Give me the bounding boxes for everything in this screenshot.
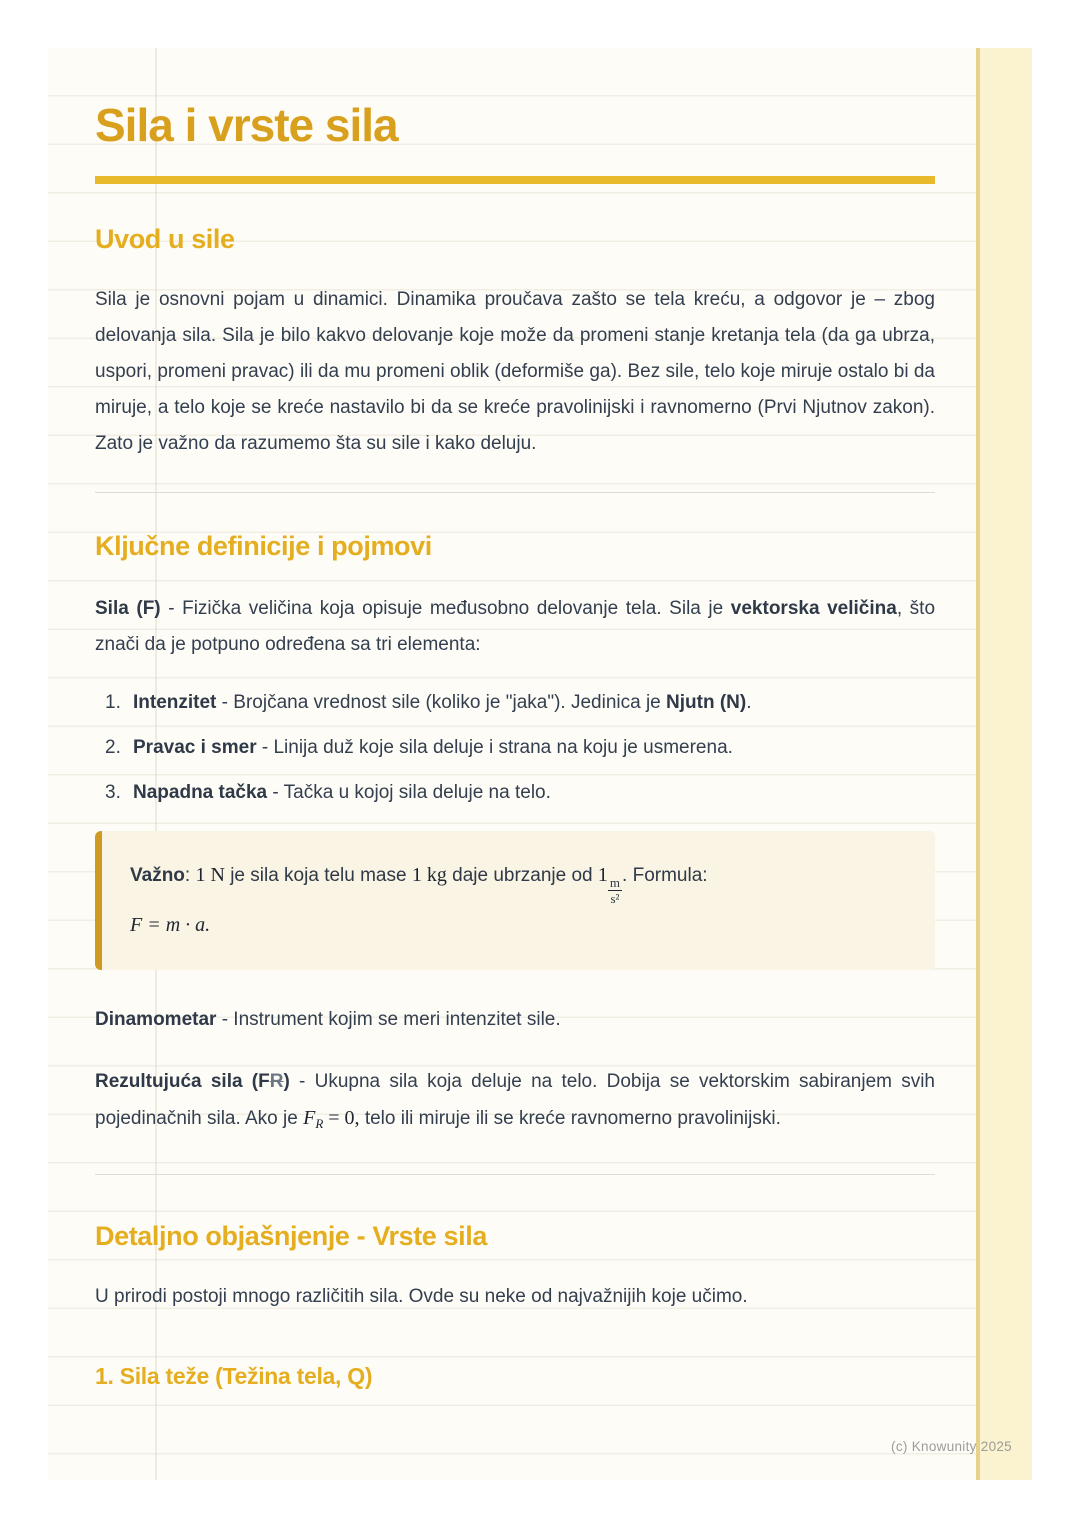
title-underline-bar	[95, 176, 935, 184]
fraction-numerator: m	[609, 875, 621, 890]
term-rezultujuca-sila	[95, 1071, 290, 1092]
vrste-intro-paragraph: U prirodi postoji mnogo različitih sila. Ovde su neke od najvažnijih koje učimo.	[95, 1286, 748, 1307]
term-fr-pre: Rezultujuća sila (F	[95, 1071, 270, 1092]
subsection-heading-sila-teze: 1. Sila teže (Težina tela, Q)	[95, 1363, 373, 1389]
notes-page	[48, 48, 1032, 1480]
term-vektorska-velicina: vektorska veličina	[730, 598, 897, 619]
math-coefficient: 1	[597, 864, 608, 886]
fraction-denominator: s²	[610, 891, 620, 906]
math-1kg: 1 kg	[411, 864, 447, 886]
term-pravac-i-smer: Pravac i smer	[133, 737, 257, 758]
list-body: - Tačka u kojoj sila deluje na telo.	[267, 782, 551, 803]
term-fr-post: )	[283, 1071, 290, 1092]
rezultujuca-text-1: - Ukupna sila koja deluje na telo. Dobija se vektorskim sabiranjem svih pojedinačnih sila. Ako je	[95, 1071, 935, 1129]
section-heading-uvod: Uvod u sile	[95, 224, 235, 254]
list-item	[95, 730, 935, 766]
page-title: Sila i vrste sila	[95, 99, 398, 151]
copyright-footer: (c) Knowunity 2025	[891, 1439, 1012, 1454]
fraction-m-per-s2	[608, 876, 622, 905]
section-divider	[95, 492, 935, 493]
sila-text-2: , što znači da je potpuno određena sa tri elementa:	[95, 598, 936, 655]
list-number: 3.	[105, 782, 121, 803]
intro-paragraph: Sila je osnovni pojam u dinamici. Dinamika proučava zašto se tela kreću, a odgovor je – zbog delovanja sila. Sila je bilo kakvo delovanje koje može da promeni stanje kretanja tela (da ga ubrza, uspori, promeni pravac) ili da mu promeni oblik (deformiše ga). Bez sile, telo koje miruje ostalo bi da miruje, a telo koje se kreće nastavilo bi da se kreće pravolinijski i ravnomerno (Prvi Njutnov zakon). Zato je važno da razumemo šta su sile i kako deluju.	[95, 289, 935, 454]
sila-definition-paragraph	[95, 591, 935, 663]
term-fr-sub: R	[269, 1071, 284, 1092]
section-heading-definicije: Ključne definicije i pojmovi	[95, 531, 432, 561]
formula-f-ma: F = m · a.	[130, 914, 211, 936]
list-item	[95, 775, 935, 811]
dinamometar-paragraph	[95, 1002, 935, 1038]
page-content	[95, 98, 935, 1391]
term-napadna-tacka: Napadna tačka	[133, 782, 268, 803]
section-heading-vrste: Detaljno objašnjenje - Vrste sila	[95, 1221, 487, 1251]
callout-colon: :	[184, 865, 196, 886]
callout-line-1	[130, 855, 905, 905]
callout-text-1: je sila koja telu mase	[224, 865, 412, 886]
term-sila: Sila (F)	[95, 598, 161, 619]
math-1n: 1 N	[195, 864, 225, 886]
term-intenzitet: Intenzitet	[133, 692, 217, 713]
list-item	[95, 685, 935, 721]
math-fr-equals-zero: = 0,	[323, 1107, 360, 1129]
list-body: - Brojčana vrednost sile (koliko je "jaka"). Jedinica je	[216, 692, 667, 713]
callout-formula-line	[130, 905, 905, 946]
term-njutn: Njutn (N)	[666, 692, 747, 713]
right-accent-stripe	[976, 48, 1032, 1480]
math-fr-var: F	[303, 1107, 316, 1129]
list-tail: .	[746, 692, 752, 713]
rezultujuca-text-2: telo ili miruje ili se kreće ravnomerno pravolinijski.	[359, 1108, 781, 1129]
rezultujuca-paragraph	[95, 1064, 935, 1142]
force-elements-list	[95, 685, 935, 811]
sila-text-1: - Fizička veličina koja opisuje međusobno delovanje tela. Sila je	[160, 598, 731, 619]
term-dinamometar: Dinamometar	[95, 1009, 217, 1030]
list-text	[133, 775, 551, 811]
list-text	[133, 730, 733, 766]
section-divider	[95, 1174, 935, 1175]
list-text	[133, 685, 752, 721]
callout-label: Važno	[130, 865, 185, 886]
list-number: 2.	[105, 737, 121, 758]
callout-text-3: . Formula:	[622, 865, 708, 886]
callout-text-2: daje ubrzanje od	[446, 865, 598, 886]
vazno-callout	[95, 831, 935, 970]
dinamometar-text: - Instrument kojim se meri intenzitet sile.	[216, 1009, 561, 1030]
list-body: - Linija duž koje sila deluje i strana na koju je usmerena.	[256, 737, 733, 758]
list-number: 1.	[105, 692, 121, 713]
math-fr-subscript: R	[315, 1116, 324, 1131]
